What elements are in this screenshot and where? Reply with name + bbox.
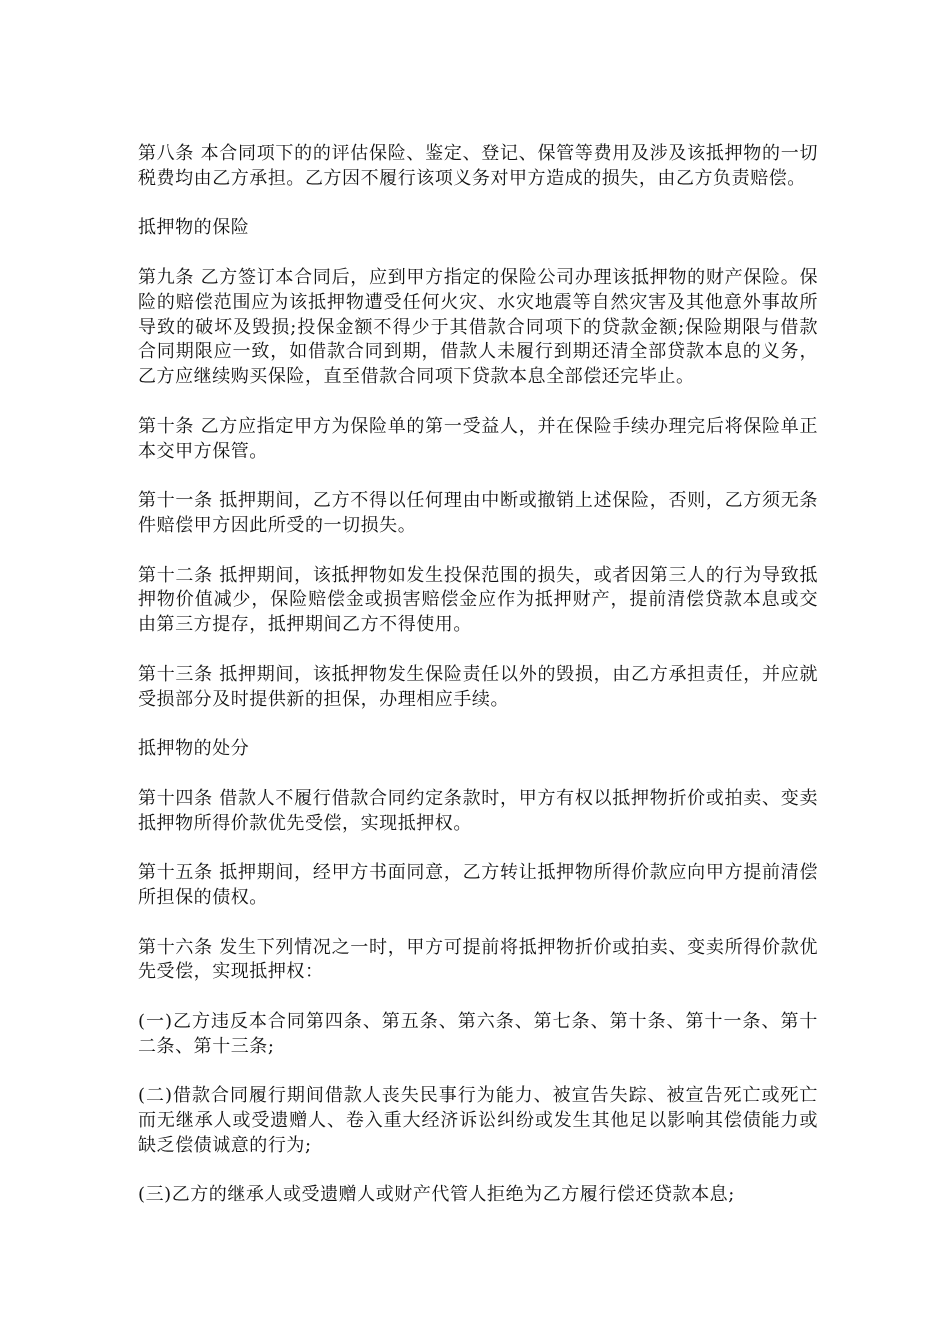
clause-16: 第十六条 发生下列情况之一时，甲方可提前将抵押物折价或拍卖、变卖所得价款优先受偿，实现抵押权： xyxy=(138,936,818,983)
clause-9: 第九条 乙方签订本合同后，应到甲方指定的保险公司办理该抵押物的财产保险。保险的赔偿范围应为该抵押物遭受任何火灾、水灾地震等自然灾害及其他意外事故所导致的破坏及毁损;投保金额不得少于其借款合同项下的贷款金额;保险期限与借款合同期限应一致，如借款合同到期，借款人未履行到期还清全部贷款本息的义务，乙方应继续购买保险，直至借款合同项下贷款本息全部偿还完毕止。 xyxy=(138,266,818,388)
document-page xyxy=(138,142,818,1233)
clause-11: 第十一条 抵押期间，乙方不得以任何理由中断或撤销上述保险，否则，乙方须无条件赔偿甲方因此所受的一切损失。 xyxy=(138,490,818,536)
clause-16-item-2: (二)借款合同履行期间借款人丧失民事行为能力、被宣告失踪、被宣告死亡或死亡而无继承人或受遗赠人、卷入重大经济诉讼纠纷或发生其他足以影响其偿债能力或缺乏偿债诚意的行为; xyxy=(138,1085,818,1156)
clause-15: 第十五条 抵押期间，经甲方书面同意，乙方转让抵押物所得价款应向甲方提前清偿所担保的债权。 xyxy=(138,862,818,908)
clause-10: 第十条 乙方应指定甲方为保险单的第一受益人，并在保险手续办理完后将保险单正本交甲方保管。 xyxy=(138,415,818,462)
clause-14: 第十四条 借款人不履行借款合同约定条款时，甲方有权以抵押物折价或拍卖、变卖抵押物所得价款优先受偿，实现抵押权。 xyxy=(138,787,818,834)
section-heading-disposal: 抵押物的处分 xyxy=(138,738,250,760)
clause-16-item-1: (一)乙方违反本合同第四条、第五条、第六条、第七条、第十条、第十一条、第十二条、第十三条; xyxy=(138,1010,818,1057)
clause-13: 第十三条 抵押期间，该抵押物发生保险责任以外的毁损，由乙方承担责任，并应就受损部分及时提供新的担保，办理相应手续。 xyxy=(138,663,818,710)
clause-8: 第八条 本合同项下的的评估保险、鉴定、登记、保管等费用及涉及该抵押物的一切税费均由乙方承担。乙方因不履行该项义务对甲方造成的损失，由乙方负责赔偿。 xyxy=(138,143,818,189)
clause-16-item-3: (三)乙方的继承人或受遗赠人或财产代管人拒绝为乙方履行偿还贷款本息; xyxy=(138,1184,735,1206)
section-heading-insurance: 抵押物的保险 xyxy=(138,217,250,239)
clause-12: 第十二条 抵押期间，该抵押物如发生投保范围的损失，或者因第三人的行为导致抵押物价值减少，保险赔偿金或损害赔偿金应作为抵押财产，提前清偿贷款本息或交由第三方提存，抵押期间乙方不得使用。 xyxy=(138,564,818,636)
